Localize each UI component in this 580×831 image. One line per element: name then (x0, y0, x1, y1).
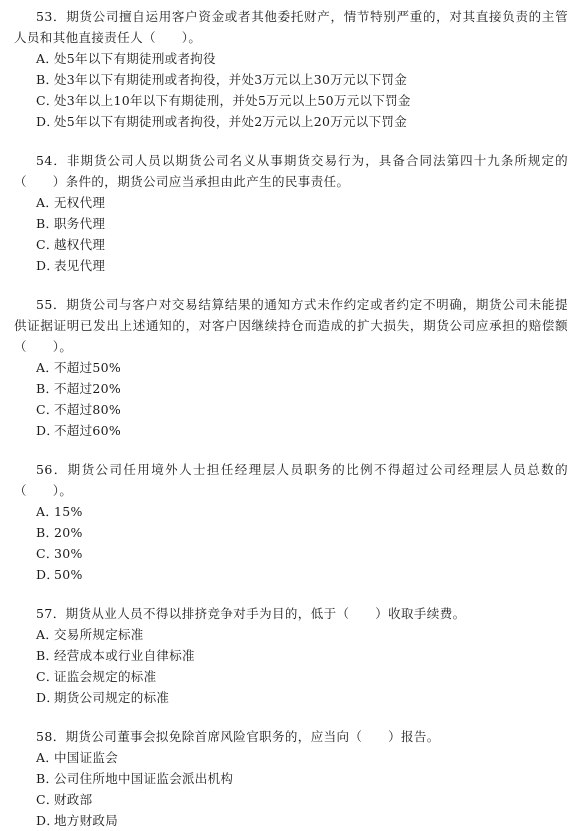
option-letter: D． (36, 114, 60, 129)
question-56 (14, 459, 568, 585)
option-a (36, 48, 568, 69)
option-text: 期货公司规定的标准 (54, 690, 170, 705)
option-b (36, 69, 568, 90)
option-list (14, 501, 568, 585)
option-text: 处3年以上10年以下有期徒刑，并处5万元以上50万元以下罚金 (54, 93, 411, 108)
option-a (36, 357, 568, 378)
option-d (36, 687, 568, 708)
option-list (14, 48, 568, 132)
question-stem: 53．期货公司擅自运用客户资金或者其他委托财产，情节特别严重的，对其直接负责的主管人员和其他直接责任人（ ）。 (14, 9, 568, 45)
option-a (36, 747, 568, 768)
option-letter: C． (36, 792, 59, 807)
option-text: 财政部 (54, 792, 93, 807)
question-stem: 56．期货公司任用境外人士担任经理层人员职务的比例不得超过公司经理层人员总数的（ ）。 (14, 462, 568, 498)
option-text: 处5年以下有期徒刑或者拘役，并处2万元以上20万元以下罚金 (54, 114, 408, 129)
option-b (36, 378, 568, 399)
option-letter: D． (36, 258, 60, 273)
option-text: 表见代理 (54, 258, 106, 273)
option-d (36, 111, 568, 132)
option-text: 中国证监会 (54, 750, 119, 765)
option-letter: C． (36, 669, 59, 684)
question-stem: 55．期货公司与客户对交易结算结果的通知方式未作约定或者约定不明确，期货公司未能提供证据证明已发出上述通知的，对客户因继续持仓而造成的扩大损失，期货公司应承担的赔偿额（ ）。 (14, 297, 568, 354)
option-text: 处5年以下有期徒刑或者拘役 (54, 51, 216, 66)
option-a (36, 501, 568, 522)
option-letter: C． (36, 546, 59, 561)
option-text: 无权代理 (54, 195, 106, 210)
question-55 (14, 294, 568, 441)
question-53 (14, 6, 568, 132)
option-letter: A． (36, 51, 59, 66)
option-text: 地方财政局 (54, 813, 119, 828)
option-letter: C． (36, 93, 59, 108)
option-text: 证监会规定的标准 (54, 669, 157, 684)
option-letter: B． (36, 381, 59, 396)
option-d (36, 810, 568, 831)
option-letter: A． (36, 360, 59, 375)
option-letter: C． (36, 402, 59, 417)
option-letter: C． (36, 237, 59, 252)
option-text: 交易所规定标准 (54, 627, 144, 642)
option-letter: A． (36, 504, 59, 519)
option-a (36, 624, 568, 645)
option-b (36, 768, 568, 789)
option-text: 不超过80% (54, 402, 122, 417)
option-c (36, 234, 568, 255)
option-text: 越权代理 (54, 237, 106, 252)
question-stem: 58．期货公司董事会拟免除首席风险官职务的，应当向（ ）报告。 (36, 729, 440, 744)
option-letter: A． (36, 195, 59, 210)
option-c (36, 399, 568, 420)
option-letter: B． (36, 525, 59, 540)
question-stem: 57．期货从业人员不得以排挤竞争对手为目的，低于（ ）收取手续费。 (36, 606, 466, 621)
option-c (36, 789, 568, 810)
option-text: 处3年以下有期徒刑或者拘役，并处3万元以上30万元以下罚金 (54, 72, 408, 87)
question-54 (14, 150, 568, 276)
option-letter: D． (36, 423, 60, 438)
option-text: 不超过50% (54, 360, 122, 375)
option-letter: B． (36, 72, 59, 87)
option-text: 不超过60% (54, 423, 122, 438)
option-letter: A． (36, 750, 59, 765)
option-list (14, 357, 568, 441)
question-57 (14, 603, 568, 708)
option-text: 公司住所地中国证监会派出机构 (54, 771, 234, 786)
option-text: 经营成本或行业自律标准 (54, 648, 195, 663)
option-letter: A． (36, 627, 59, 642)
option-b (36, 213, 568, 234)
option-list (14, 747, 568, 831)
option-d (36, 255, 568, 276)
option-d (36, 564, 568, 585)
option-letter: B． (36, 648, 59, 663)
option-d (36, 420, 568, 441)
option-letter: D． (36, 813, 60, 828)
option-list (14, 624, 568, 708)
option-c (36, 90, 568, 111)
option-letter: B． (36, 216, 59, 231)
option-text: 20% (54, 525, 83, 540)
option-list (14, 192, 568, 276)
option-text: 不超过20% (54, 381, 122, 396)
option-text: 15% (54, 504, 83, 519)
option-text: 50% (54, 567, 83, 582)
option-c (36, 666, 568, 687)
option-c (36, 543, 568, 564)
option-b (36, 522, 568, 543)
option-text: 职务代理 (54, 216, 106, 231)
option-letter: D． (36, 567, 60, 582)
question-stem: 54．非期货公司人员以期货公司名义从事期货交易行为，具备合同法第四十九条所规定的（ ）条件的，期货公司应当承担由此产生的民事责任。 (14, 153, 568, 189)
option-a (36, 192, 568, 213)
option-b (36, 645, 568, 666)
option-text: 30% (54, 546, 83, 561)
option-letter: D． (36, 690, 60, 705)
option-letter: B． (36, 771, 59, 786)
question-58 (14, 726, 568, 831)
